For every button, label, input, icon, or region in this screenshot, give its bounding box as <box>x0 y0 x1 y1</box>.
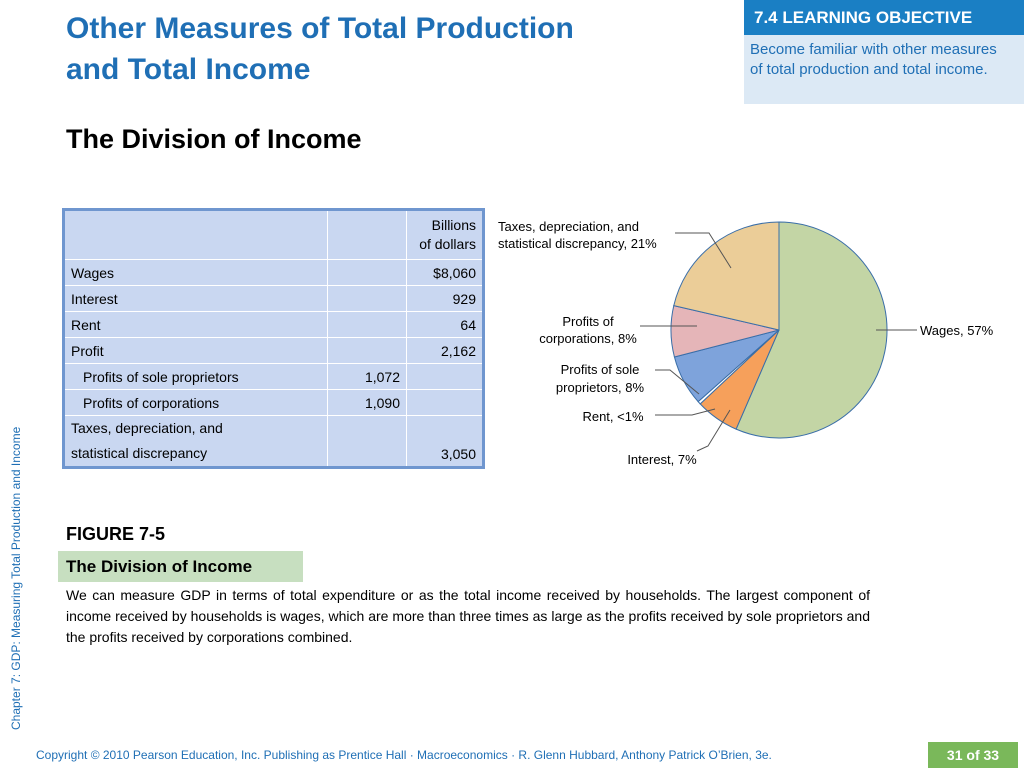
row-sub-value: 1,072 <box>328 364 407 390</box>
row-label <box>64 416 328 468</box>
slide-title: Other Measures of Total Production and Total Income <box>66 12 574 86</box>
chapter-label: Chapter 7: GDP: Measuring Total Production and Income <box>9 426 23 730</box>
page-total: 33 <box>983 747 1000 763</box>
label-taxes-line-2: statistical discrepancy, 21% <box>498 236 657 251</box>
page-of: of <box>966 747 980 763</box>
table-row <box>64 260 484 286</box>
table-header-units <box>407 210 484 260</box>
row-sub-value <box>328 312 407 338</box>
slide-subtitle: The Division of Income <box>66 124 362 154</box>
table-row <box>64 338 484 364</box>
income-table <box>62 208 485 469</box>
copyright-footer: Copyright © 2010 Pearson Education, Inc. Publishing as Prentice Hall · Macroeconomics · R. Glenn Hubbard, Anthony Patrick O’Brien, 3e. <box>36 748 772 762</box>
row-total-value: $8,060 <box>407 260 484 286</box>
row-total-value <box>407 390 484 416</box>
row-sub-value: 1,090 <box>328 390 407 416</box>
row-label: Rent <box>64 312 328 338</box>
header-of-dollars: of dollars <box>419 236 476 252</box>
row-label-line-1: Taxes, depreciation, and <box>71 420 223 436</box>
figure-number: FIGURE 7-5 <box>66 524 166 544</box>
label-taxes-line-1: Taxes, depreciation, and <box>498 219 639 234</box>
table-header-row <box>64 210 484 260</box>
row-label: Profit <box>64 338 328 364</box>
row-label: Interest <box>64 286 328 312</box>
label-wages: Wages, 57% <box>920 323 994 338</box>
row-total-value: 929 <box>407 286 484 312</box>
table-header-blank-2 <box>328 210 407 260</box>
learning-objective-box <box>744 0 1024 104</box>
row-sub-value <box>328 416 407 468</box>
table-row-taxes <box>64 416 484 468</box>
label-sole-proprietors-line-2: proprietors, 8% <box>555 380 645 395</box>
row-total-value: 64 <box>407 312 484 338</box>
table-row <box>64 364 484 390</box>
label-corporations-line-2: corporations, 8% <box>539 331 637 346</box>
label-sole-proprietors-line-1: Profits of sole <box>560 362 640 377</box>
row-total-value: 3,050 <box>407 416 484 468</box>
row-sub-value <box>328 260 407 286</box>
label-interest: Interest, 7% <box>627 452 697 467</box>
learning-objective-text: Become familiar with other measures of total production and total income. <box>750 41 997 78</box>
label-rent: Rent, <1% <box>582 409 644 424</box>
page-current: 31 <box>946 747 963 763</box>
table-header-blank <box>64 210 328 260</box>
row-sub-value <box>328 338 407 364</box>
row-total-value <box>407 364 484 390</box>
row-label: Profits of sole proprietors <box>64 364 328 390</box>
figure-caption: We can measure GDP in terms of total expenditure or as the total income received by households. The largest component of income received by households is wages, which are more than three times as large as the profits received by sole proprietors and the profits received by corporations combined. <box>66 587 870 645</box>
income-pie-chart <box>490 210 1020 480</box>
page-number-box <box>928 742 1018 768</box>
row-total-value: 2,162 <box>407 338 484 364</box>
figure-title: The Division of Income <box>58 551 303 582</box>
learning-objective-heading: 7.4 LEARNING OBJECTIVE <box>744 0 1024 35</box>
table-row <box>64 312 484 338</box>
row-label: Wages <box>64 260 328 286</box>
row-label: Profits of corporations <box>64 390 328 416</box>
row-label-line-2: statistical discrepancy <box>71 445 208 461</box>
table-row <box>64 286 484 312</box>
header-billions: Billions <box>431 217 476 233</box>
label-corporations-line-1: Profits of <box>562 314 614 329</box>
row-sub-value <box>328 286 407 312</box>
table-row <box>64 390 484 416</box>
side-label <box>6 360 26 730</box>
